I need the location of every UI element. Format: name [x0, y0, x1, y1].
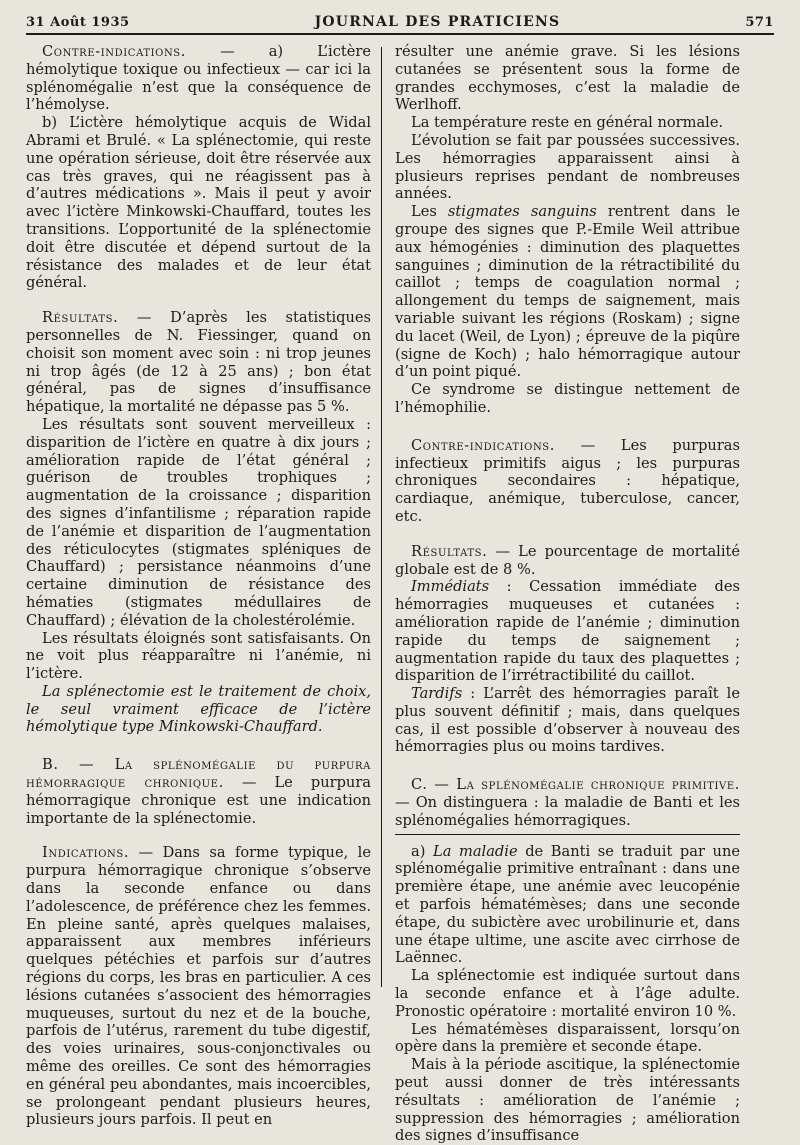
paragraph-text: — Les purpuras infectieux primitifs aigus ; les purpuras chroniques secondaires : hépatique, cardiaque, anémique, tuberculose, cancer, etc. — [395, 436, 740, 525]
spacer — [395, 417, 740, 437]
paragraph-text: de Banti se traduit par une splénomégalie primitive entraînant : dans une première étape, une anémie avec leucopénie et parfois hématémèses; dans une seconde étape, du subictère avec urobilinurie et, dans une étape ultime, une ascite avec cirrhose de Laënnec. — [395, 842, 740, 967]
emphasis-text: Immédiats — [411, 578, 490, 596]
paragraph: Les résultats sont souvent merveilleux : disparition de l’ictère en quatre à dix jours ; amélioration rapide de l’état général ; guérison de troubles trophiques ; augmentation de la croissance ; disparition des signes d’infantilisme ; réparation rapide de l’anémie et disparition de l’augmentation des réticulocytes (stigmates spléniques de Chauffard) ; persistance néanmoins d’une certaine diminution de résistance des hématies (stigmates médullaires de Chauffard) ; élévation de la cholestérolémie. — [26, 415, 371, 629]
paragraph-text: a) — [411, 842, 434, 860]
paragraph-text: — Le purpura hémorragique chronique est une indication importante de la splénectomie. — [26, 774, 371, 827]
paragraph: La splénectomie est indiquée surtout dans la seconde enfance et à l’âge adulte. Pronostic opératoire : mortalité environ 10 %. — [395, 967, 740, 1020]
header-rule — [26, 33, 774, 35]
paragraph — [26, 844, 371, 1129]
right-column — [395, 43, 740, 1145]
paragraph — [395, 543, 740, 579]
paragraph: Les hématémèses disparaissent, lorsqu’on opère dans la première et seconde étape. — [395, 1020, 740, 1056]
section-heading: Contre-indications. — [42, 43, 186, 60]
spacer — [26, 827, 371, 844]
paragraph-text: — On distinguera : la maladie de Banti et les splénomégalies hémorragiques. — [395, 794, 740, 829]
paragraph — [26, 309, 371, 416]
left-column — [26, 43, 371, 1145]
section-heading: Contre-indications. — [411, 436, 555, 454]
column-divider — [381, 47, 382, 987]
paragraph-text: : Cessation immédiate des hémorragies muqueuses et cutanées : amélioration rapide de l’anémie ; diminution rapide du temps de saignement ; augmentation rapide du taux des plaquettes ; disparition de l’irrétractibilité du caillot. — [395, 578, 740, 685]
section-heading: Indications. — [42, 844, 130, 862]
paragraph-text: — D’après les statistiques personnelles de N. Fiessinger, quand on choisit son moment avec soin : ni trop jeunes ni trop âgés (de 12 à 25 ans) ; bon état général, pas de signes d’insuffisance hépatique, la mortalité ne dépasse pas 5 %. — [26, 309, 371, 416]
two-column-body — [26, 43, 774, 1145]
section-heading: B. — La splénomégalie du purpura hémorragique chronique. — [26, 756, 371, 792]
paragraph — [395, 203, 740, 381]
paragraph-text: — Dans sa forme typique, le purpura hémorragique chronique s’observe dans la seconde enfance ou dans l’adolescence, de préférence chez les femmes. En pleine santé, après quelques malaises, apparaissent aux membres inférieurs quelques pétéchies et parfois sur d’autres régions du corps, les bras en particulier. A ces lésions cutanées s’associent des hémorragies muqueuses, surtout du nez et de la bouche, parfois de l’utérus, rarement du tube digestif, des voies urinaires, sous-conjonctivales ou même des oreilles. Ce sont des hémorragies en général peu abondantes, mais incoercibles, se prolongeant pendant plusieurs heures, plusieurs jours parfois. Il peut en — [26, 844, 371, 1129]
spacer — [395, 756, 740, 776]
paragraph-text: rentrent dans le groupe des signes que P.-Emile Weil attribue aux hémogénies : diminution des plaquettes sanguines ; diminution de la rétractibilité du caillot ; temps de coagulation normal ; allongement du temps de saignement, mais variable suivant les régions (Roskam) ; signe du lacet (Weil, de Lyon) ; épreuve de la piqûre (signe de Koch) ; halo hémorragique autour d’un point piqué. — [395, 203, 740, 381]
section-rule — [395, 834, 740, 835]
paragraph-text: — a) L’ictère hémolytique toxique ou infectieux — car ici la splénomégalie n’est que la conséquence de l’hémolyse. — [26, 43, 371, 114]
section-heading: Résultats. — [42, 309, 119, 327]
paragraph: Mais à la période ascitique, la splénectomie peut aussi donner de très intéressants résultats : amélioration de l’anémie ; suppression des hémorragies ; amélioration des signes d’insuffisance — [395, 1056, 740, 1145]
emphasis-text: stigmates sanguins — [447, 203, 597, 221]
emphasis-text: La splénectomie est le traitement de choix, le seul vraiment efficace de l’ictère hémolytique type Minkowski-Chauffard. — [26, 682, 371, 736]
paragraph: résulter une anémie grave. Si les lésions cutanées se présentent sous la forme de grandes ecchymoses, c’est la maladie de Werlhoff. — [395, 43, 740, 114]
paragraph: L’évolution se fait par poussées successives. Les hémorragies apparaissent ainsi à plusieurs reprises pendant de nombreuses années. — [395, 131, 740, 203]
page-header — [26, 14, 774, 30]
paragraph: La température reste en général normale. — [411, 114, 724, 132]
spacer — [26, 736, 371, 756]
paragraph: b) L’ictère hémolytique acquis de Widal Abrami et Brulé. « La splénectomie, qui reste une opération sérieuse, doit être réservée aux cas très graves, qui ne réagissent pas à d’autres médications ». Mais il peut y avoir avec l’ictère Minkowski-Chauffard, toutes les transitions. L’opportunité de la splénectomie doit être discutée et dépend surtout de la résistance des malades et de leur état général. — [26, 114, 371, 292]
spacer — [395, 526, 740, 543]
emphasis-text: La maladie — [433, 842, 518, 860]
paragraph-text: Les — [411, 203, 448, 221]
paragraph — [395, 776, 740, 829]
paragraph — [395, 843, 740, 968]
header-date: 31 Août 1935 — [26, 15, 130, 30]
paragraph — [26, 43, 371, 114]
paragraph — [26, 683, 371, 736]
emphasis-text: Tardifs — [411, 685, 463, 703]
spacer — [26, 292, 371, 309]
paragraph — [395, 685, 740, 756]
section-heading: C. — La splénomégalie chronique primitive. — [411, 776, 740, 794]
paragraph: Ce syndrome se distingue nettement de l’hémophilie. — [395, 381, 740, 416]
header-journal-title: JOURNAL DES PRATICIENS — [314, 14, 561, 30]
section-heading: Résultats. — [411, 542, 488, 560]
paragraph-text: — Le pourcentage de mortalité globale est de 8 %. — [395, 542, 740, 578]
paragraph: Les résultats éloignés sont satisfaisants. On ne voit plus réapparaître ni l’anémie, ni l’ictère. — [26, 629, 371, 683]
paragraph — [395, 578, 740, 685]
paragraph — [395, 437, 740, 526]
paragraph-text: : L’arrêt des hémorragies paraît le plus souvent définitif ; mais, dans quelques cas, il est possible d’observer à nouveau des hémorragies plus ou moins tardives. — [395, 685, 740, 756]
paragraph — [26, 756, 371, 827]
header-page-number: 571 — [745, 15, 774, 30]
